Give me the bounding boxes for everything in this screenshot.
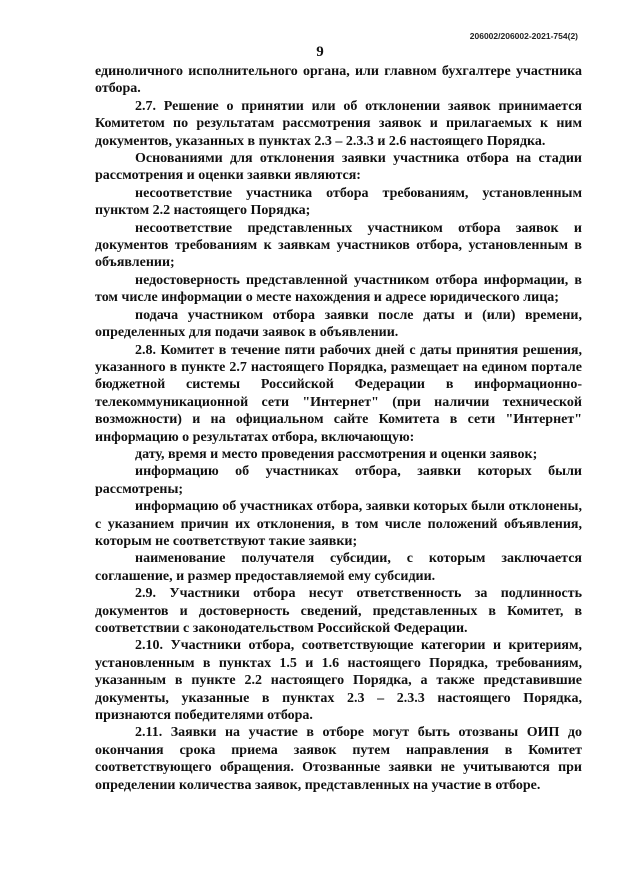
paragraph: дату, время и место проведения рассмотрения и оценки заявок; — [135, 446, 538, 462]
paragraph: 2.11. Заявки на участие в отборе могут быть отозваны ОИП до окончания срока приема заявок путем направления в Комитет соответствующего обращения. Отозванные заявки не учитываются при определении количества заявок, представленных на участие в отборе. — [95, 725, 582, 793]
paragraph: наименование получателя субсидии, с которым заключается соглашение, и размер предоставляемой ему субсидии. — [95, 551, 582, 584]
paragraph: информацию об участниках отбора, заявки которых были рассмотрены; — [95, 464, 582, 497]
paragraph: несоответствие участника отбора требованиям, установленным пунктом 2.2 настоящего Порядка; — [95, 185, 582, 219]
paragraph: 2.8. Комитет в течение пяти рабочих дней с даты принятия решения, указанного в пункте 2.7 настоящего Порядка, размещает на едином портале бюджетной системы Российской Федерации в информационно-телекоммуникационной сети "Интернет" (при наличии технической возможности) и на официальном сайте Комитета в сети "Интернет" информацию о результатах отбора, включающую: — [95, 342, 582, 445]
paragraph: несоответствие представленных участником отбора заявок и документов требованиям к заявкам участников отбора, установленным в объявлении; — [95, 220, 582, 271]
document-id: 206002/206002-2021-754(2) — [469, 31, 578, 41]
paragraph: 2.9. Участники отбора несут ответственность за подлинность документов и достоверность сведений, представленных в Комитет, в соответствии с законодательством Российской Федерации. — [95, 586, 582, 636]
paragraph: 2.7. Решение о принятии или об отклонении заявок принимается Комитетом по результатам рассмотрения заявок и прилагаемых к ним документов, указанных в пунктах 2.3 – 2.3.3 и 2.6 настоящего Порядка. — [95, 98, 582, 149]
paragraph: 2.10. Участники отбора, соответствующие категории и критериям, установленным в пунктах 1.5 и 1.6 настоящего Порядка, требованиям, указанным в пункте 2.2 настоящего Порядка, а также представившие документы, указанные в пунктах 2.3 – 2.3.3 настоящего Порядка, признаются победителями отбора. — [95, 638, 582, 724]
paragraph: недостоверность представленной участником отбора информации, в том числе информации о месте нахождения и адресе юридического лица; — [95, 272, 582, 306]
paragraph: единоличного исполнительного органа, или главном бухгалтере участника отбора. — [95, 64, 582, 97]
paragraph: подача участником отбора заявки после даты и (или) времени, определенных для подачи заявок в объявлении. — [95, 307, 582, 341]
page-number: 9 — [316, 44, 324, 60]
document-body — [95, 63, 582, 794]
paragraph: Основаниями для отклонения заявки участника отбора на стадии рассмотрения и оценки заявки являются: — [95, 151, 582, 184]
paragraph: информацию об участниках отбора, заявки которых были отклонены, с указанием причин их отклонения, в том числе положений объявления, которым не соответствуют такие заявки; — [95, 499, 582, 549]
